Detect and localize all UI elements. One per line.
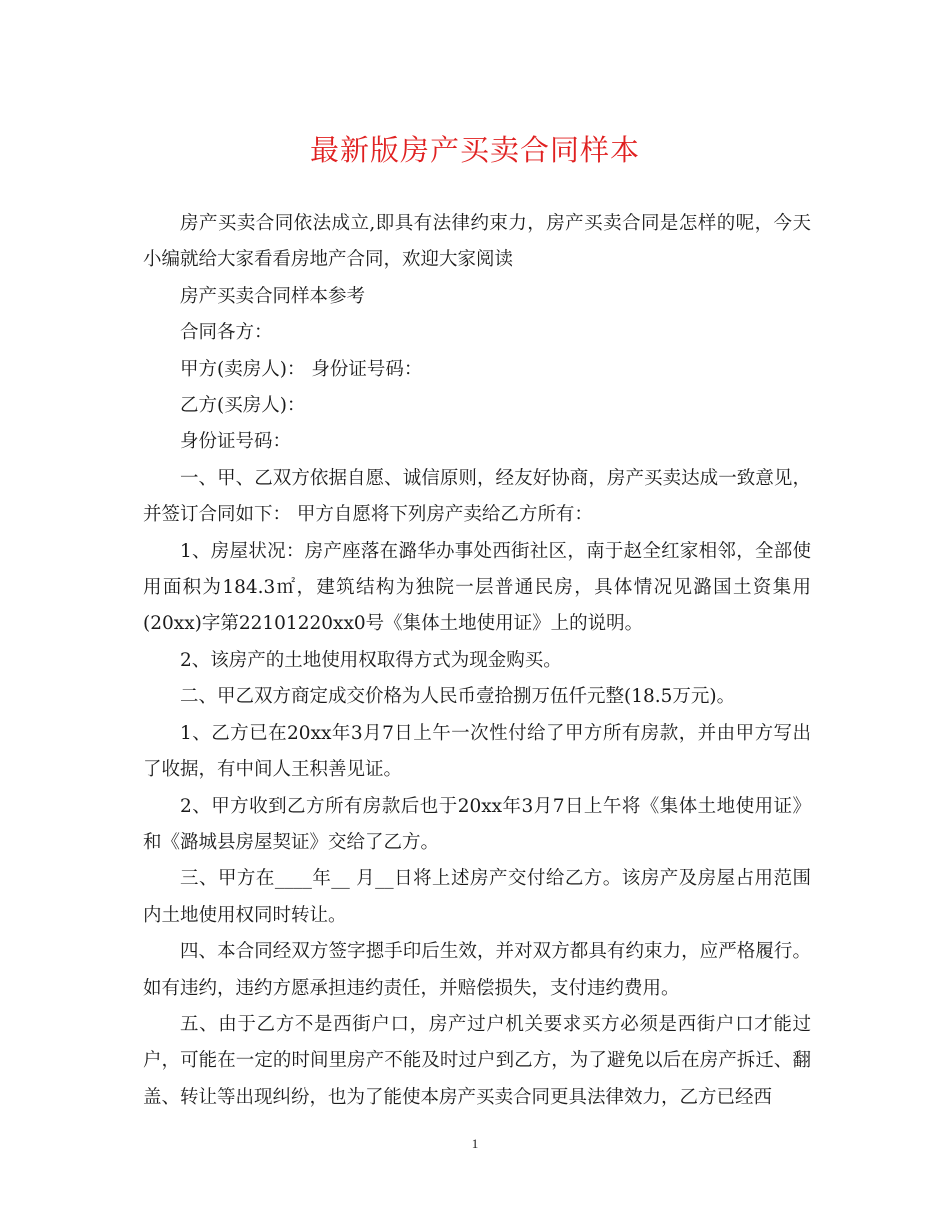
document-body (143, 206, 811, 1116)
paragraph-clause-1-2: 2、该房产的土地使用权取得方式为现金购买。 (180, 649, 562, 671)
page-number: 1 (471, 1136, 479, 1151)
paragraph-sample-reference: 房产买卖合同样本参考 (180, 285, 366, 307)
paragraph-intro: 房产买卖合同依法成立,即具有法律约束力，房产买卖合同是怎样的呢，今天小编就给大家看看房地产合同，欢迎大家阅读 (143, 213, 811, 271)
paragraph-party-a: 甲方(卖房人)： 身份证号码： (180, 358, 423, 380)
paragraph-clause-2-2: 2、甲方收到乙方所有房款后也于20xx年3月7日上午将《集体土地使用证》和《潞城县房屋契证》交给了乙方。 (143, 795, 811, 853)
paragraph-parties-heading: 合同各方： (180, 322, 273, 344)
paragraph-clause-4: 四、本合同经双方签字摁手印后生效，并对双方都具有约束力，应严格履行。如有违约，违约方愿承担违约责任，并赔偿损失，支付违约费用。 (143, 941, 811, 999)
paragraph-clause-3: 三、甲方在____年__ 月__日将上述房产交付给乙方。该房产及房屋占用范围内土地使用权同时转让。 (143, 868, 811, 926)
paragraph-clause-1-1: 1、房屋状况：房产座落在潞华办事处西街社区，南于赵全红家相邻，全部使用面积为184.3㎡，建筑结构为独院一层普通民房，具体情况见潞国土资集用(20xx)字第22101220xx0号《集体土地使用证》上的说明。 (143, 540, 811, 635)
paragraph-party-b: 乙方(买房人)： (180, 395, 306, 417)
paragraph-clause-2: 二、甲乙双方商定成交价格为人民币壹拾捌万伍仟元整(18.5万元)。 (180, 686, 736, 708)
paragraph-party-b-id: 身份证号码： (180, 431, 292, 453)
document-title: 最新版房产买卖合同样本 (309, 133, 640, 167)
paragraph-clause-1: 一、甲、乙双方依据自愿、诚信原则，经友好协商，房产买卖达成一致意见，并签订合同如下： 甲方自愿将下列房产卖给乙方所有： (143, 467, 811, 526)
paragraph-clause-5: 五、由于乙方不是西街户口，房产过户机关要求买方必须是西街户口才能过户，可能在一定的时间里房产不能及时过户到乙方，为了避免以后在房产拆迁、翻盖、转让等出现纠纷，也为了能使本房产买卖合同更具法律效力，乙方已经西 (143, 1013, 811, 1108)
paragraph-clause-2-1: 1、乙方已在20xx年3月7日上午一次性付给了甲方所有房款，并由甲方写出了收据，有中间人王积善见证。 (143, 722, 811, 781)
